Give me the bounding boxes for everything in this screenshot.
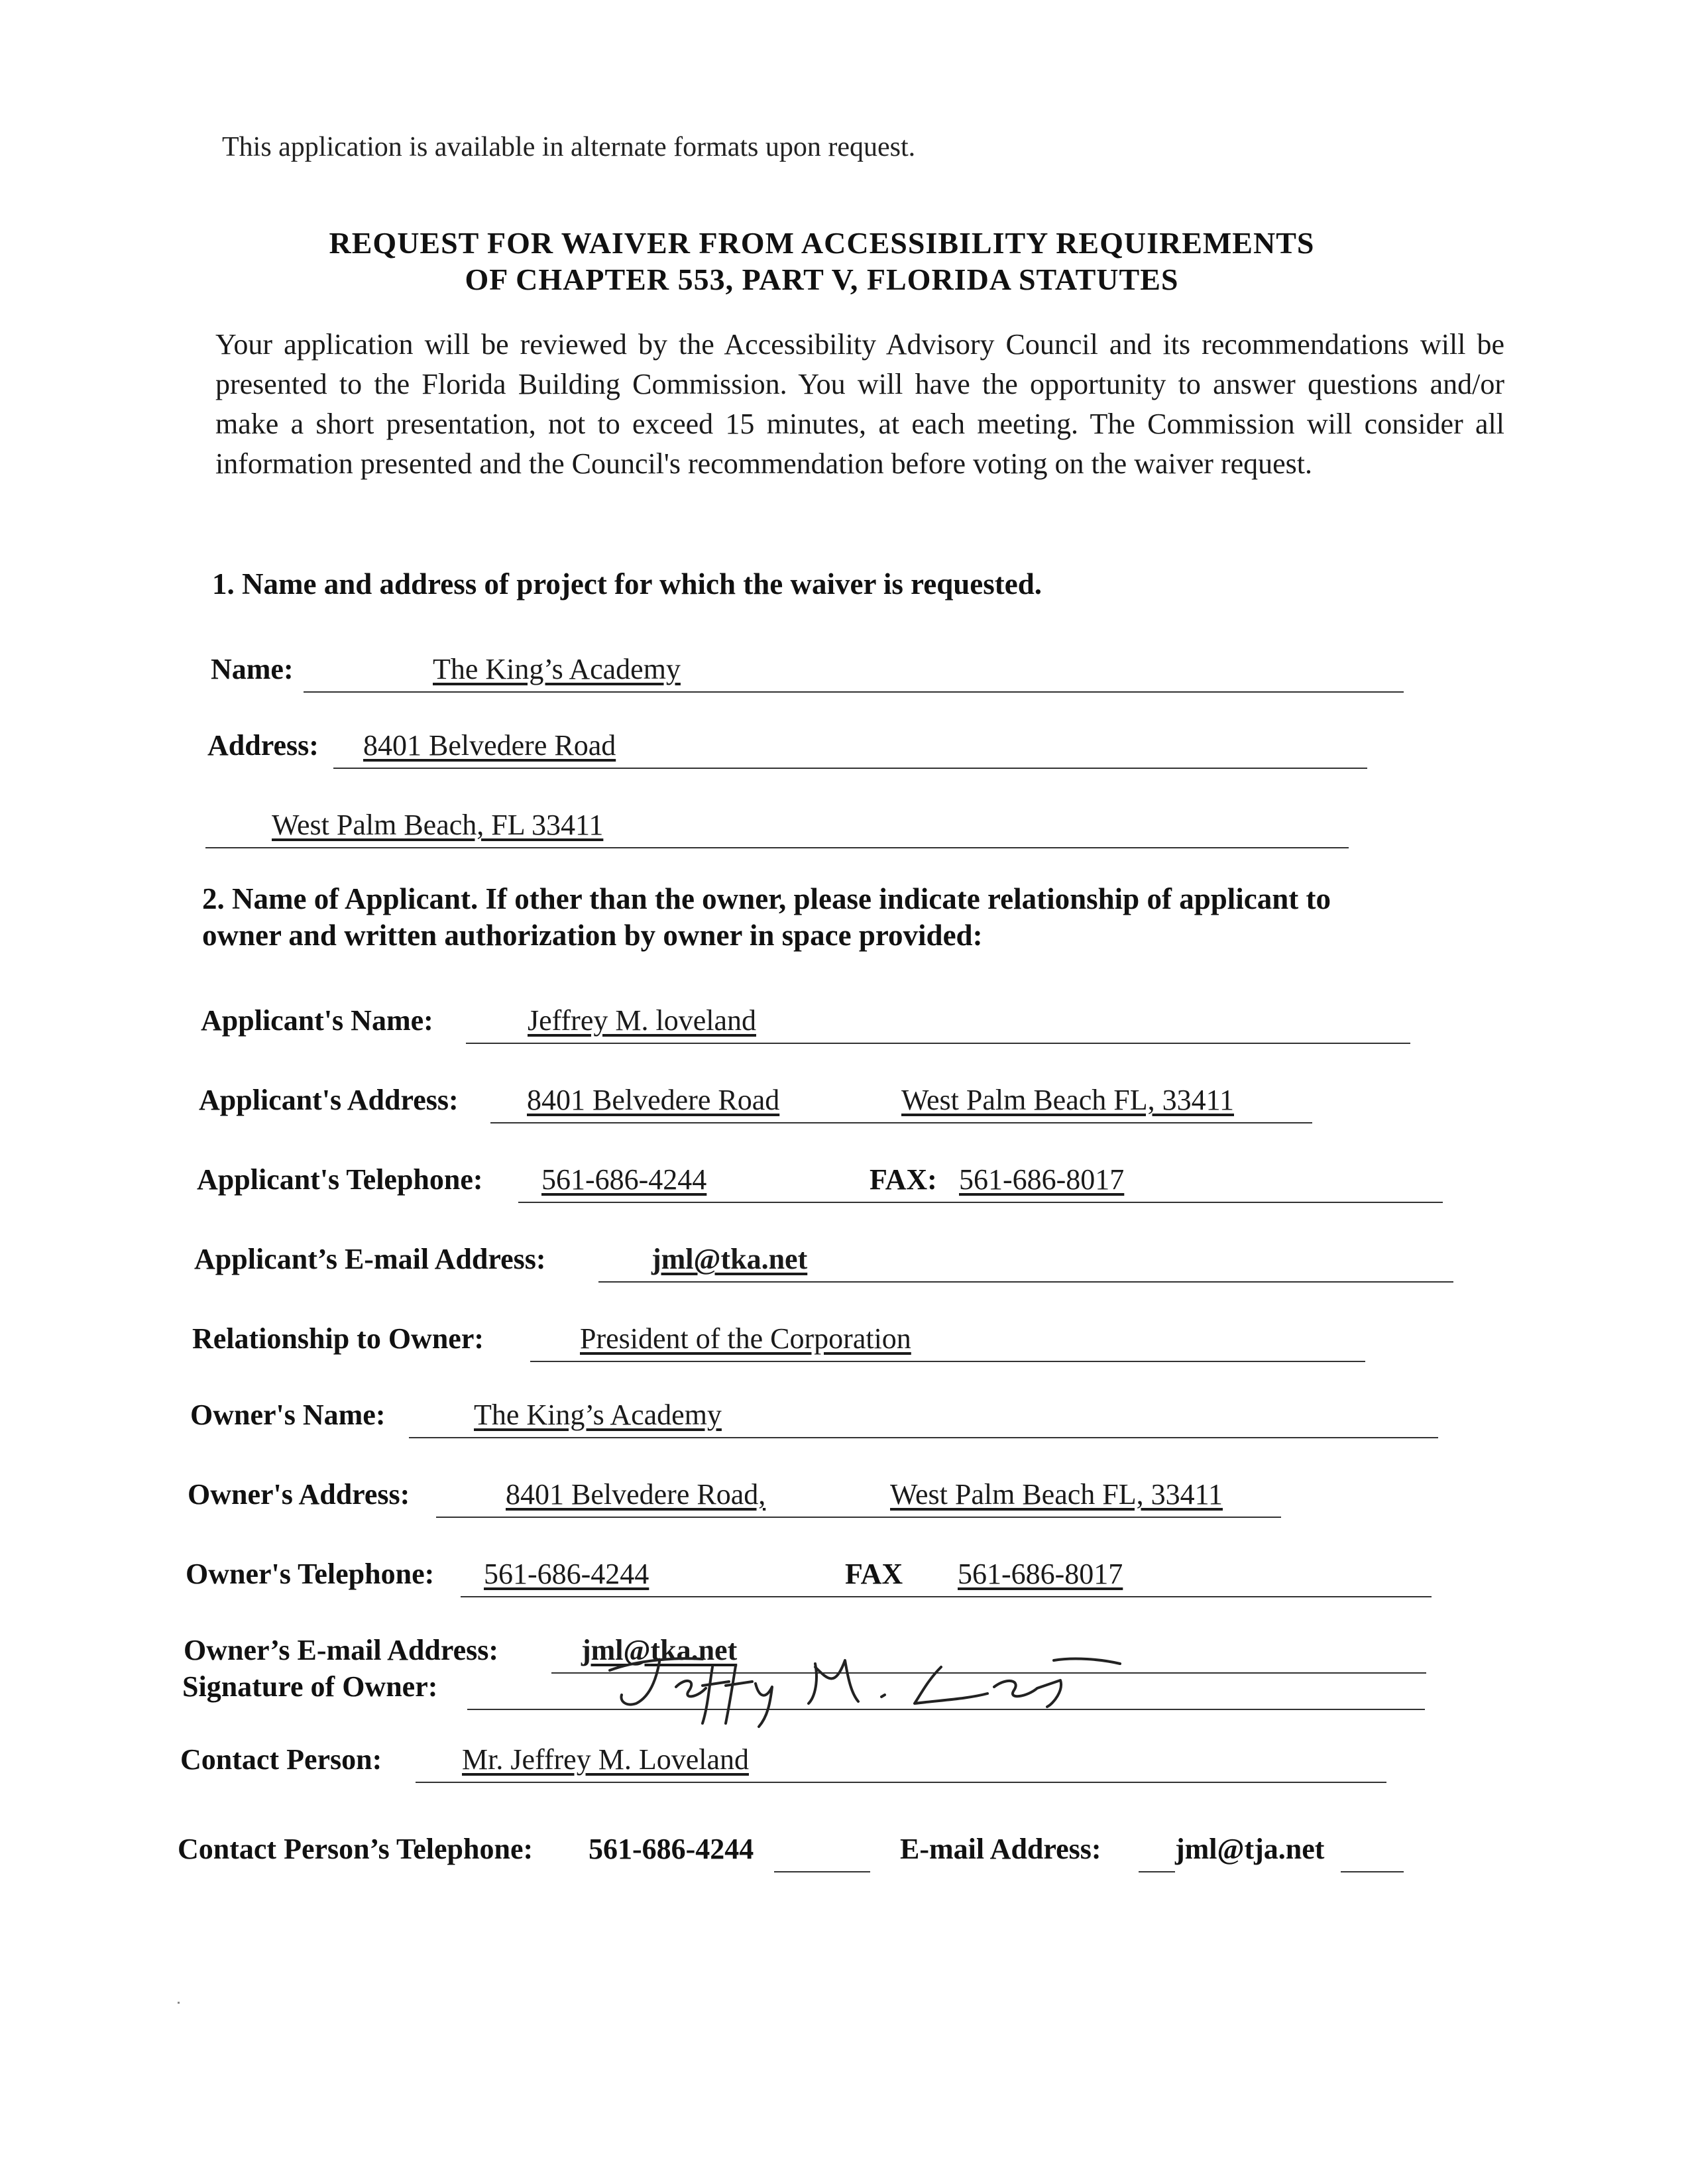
relationship-label: Relationship to Owner:	[192, 1322, 484, 1355]
owner-fax-label: FAX	[845, 1558, 903, 1590]
applicant-name-row	[201, 998, 1410, 1044]
applicant-name-line	[466, 1043, 1410, 1044]
project-name-label: Name:	[211, 653, 294, 685]
applicant-email-label: Applicant’s E-mail Address:	[194, 1243, 546, 1275]
owner-name-row	[190, 1392, 1438, 1438]
applicant-address-row	[199, 1077, 1325, 1123]
section1-heading: 1. Name and address of project for which the waiver is requested.	[212, 567, 1042, 601]
owner-address-line	[436, 1517, 1281, 1518]
contact-phone-label: Contact Person’s Telephone:	[178, 1833, 534, 1865]
applicant-address-label: Applicant's Address:	[199, 1084, 459, 1116]
owner-phone-label: Owner's Telephone:	[186, 1558, 435, 1590]
owner-phone-value[interactable]: 561-686-4244	[484, 1558, 649, 1590]
applicant-fax-value[interactable]: 561-686-8017	[959, 1163, 1125, 1196]
owner-name-value[interactable]: The King’s Academy	[474, 1399, 722, 1431]
owner-fax-value[interactable]: 561-686-8017	[958, 1558, 1123, 1590]
applicant-address-value[interactable]: 8401 Belvedere Road	[527, 1084, 780, 1116]
project-address2-value[interactable]: West Palm Beach, FL 33411	[272, 809, 604, 841]
applicant-phone-label: Applicant's Telephone:	[197, 1163, 483, 1196]
contact-phone-row	[178, 1826, 1437, 1872]
form-title-line1: REQUEST FOR WAIVER FROM ACCESSIBILITY REQUIREMENTS	[329, 226, 1315, 260]
applicant-name-value[interactable]: Jeffrey M. loveland	[528, 1004, 756, 1037]
applicant-email-row	[194, 1236, 1453, 1283]
project-address2-row	[205, 802, 1349, 848]
applicant-email-line	[598, 1281, 1453, 1283]
project-address-line	[333, 768, 1367, 769]
project-name-row	[211, 646, 1404, 693]
applicant-phone-row	[197, 1157, 1443, 1203]
owner-email-label: Owner’s E-mail Address:	[184, 1634, 499, 1666]
relationship-line	[530, 1361, 1365, 1362]
contact-person-row	[180, 1737, 1386, 1783]
owner-address-row	[188, 1471, 1281, 1518]
owner-name-line	[409, 1437, 1438, 1438]
project-address2-line	[205, 847, 1349, 848]
signature-label: Signature of Owner:	[182, 1670, 438, 1703]
applicant-phone-value[interactable]: 561-686-4244	[541, 1163, 707, 1196]
project-address-label: Address:	[207, 729, 319, 762]
relationship-row	[192, 1316, 1365, 1362]
owner-phone-row	[186, 1551, 1432, 1597]
owner-fax-line	[941, 1596, 1432, 1597]
contact-email-line-pre	[1139, 1871, 1175, 1872]
applicant-address-line	[490, 1122, 1312, 1123]
contact-person-label: Contact Person:	[180, 1743, 382, 1776]
owner-email-value[interactable]: jml@tka.net	[581, 1634, 738, 1666]
project-name-value[interactable]: The King’s Academy	[433, 653, 681, 685]
intro-paragraph: Your application will be reviewed by the Accessibility Advisory Council and its recommendations will be presented to the Florida Building Commission. You will have the opportunity to answer questions and/or make a short presentation, not to exceed 15 minutes, at each meeting. The Commission will consider all information presented and the Council's recommendation before voting on the waiver request.	[215, 328, 1504, 480]
project-address-row	[207, 722, 1367, 769]
applicant-address-city[interactable]: West Palm Beach FL, 33411	[901, 1084, 1234, 1116]
project-name-line	[304, 691, 1404, 693]
project-address-value[interactable]: 8401 Belvedere Road	[363, 729, 616, 762]
contact-person-line	[416, 1782, 1386, 1783]
scan-speck	[178, 2002, 180, 2004]
section2-heading-line2: owner and written authorization by owner in space provided:	[202, 919, 983, 952]
contact-phone-value[interactable]: 561-686-4244	[589, 1833, 754, 1865]
owner-name-label: Owner's Name:	[190, 1399, 386, 1431]
applicant-fax-line	[939, 1202, 1443, 1203]
form-title-line2: OF CHAPTER 553, PART V, FLORIDA STATUTES	[465, 262, 1179, 296]
applicant-fax-label: FAX:	[870, 1163, 937, 1196]
contact-email-label: E-mail Address:	[900, 1833, 1101, 1865]
alternate-formats-notice: This application is available in alternate formats upon request.	[222, 132, 916, 162]
owner-signature-icon	[596, 1640, 1193, 1733]
applicant-email-value[interactable]: jml@tka.net	[651, 1243, 808, 1275]
section2-heading-line1: 2. Name of Applicant. If other than the owner, please indicate relationship of applicant to	[202, 882, 1331, 915]
contact-email-line	[1341, 1871, 1404, 1872]
owner-phone-line	[461, 1596, 1017, 1597]
owner-address-label: Owner's Address:	[188, 1478, 410, 1511]
owner-address-value[interactable]: 8401 Belvedere Road,	[506, 1478, 766, 1511]
owner-address-city[interactable]: West Palm Beach FL, 33411	[890, 1478, 1223, 1511]
contact-person-value[interactable]: Mr. Jeffrey M. Loveland	[462, 1743, 749, 1776]
relationship-value[interactable]: President of the Corporation	[580, 1322, 911, 1355]
applicant-name-label: Applicant's Name:	[201, 1004, 433, 1037]
contact-email-value[interactable]: jml@tja.net	[1175, 1833, 1325, 1865]
contact-phone-line	[774, 1871, 870, 1872]
